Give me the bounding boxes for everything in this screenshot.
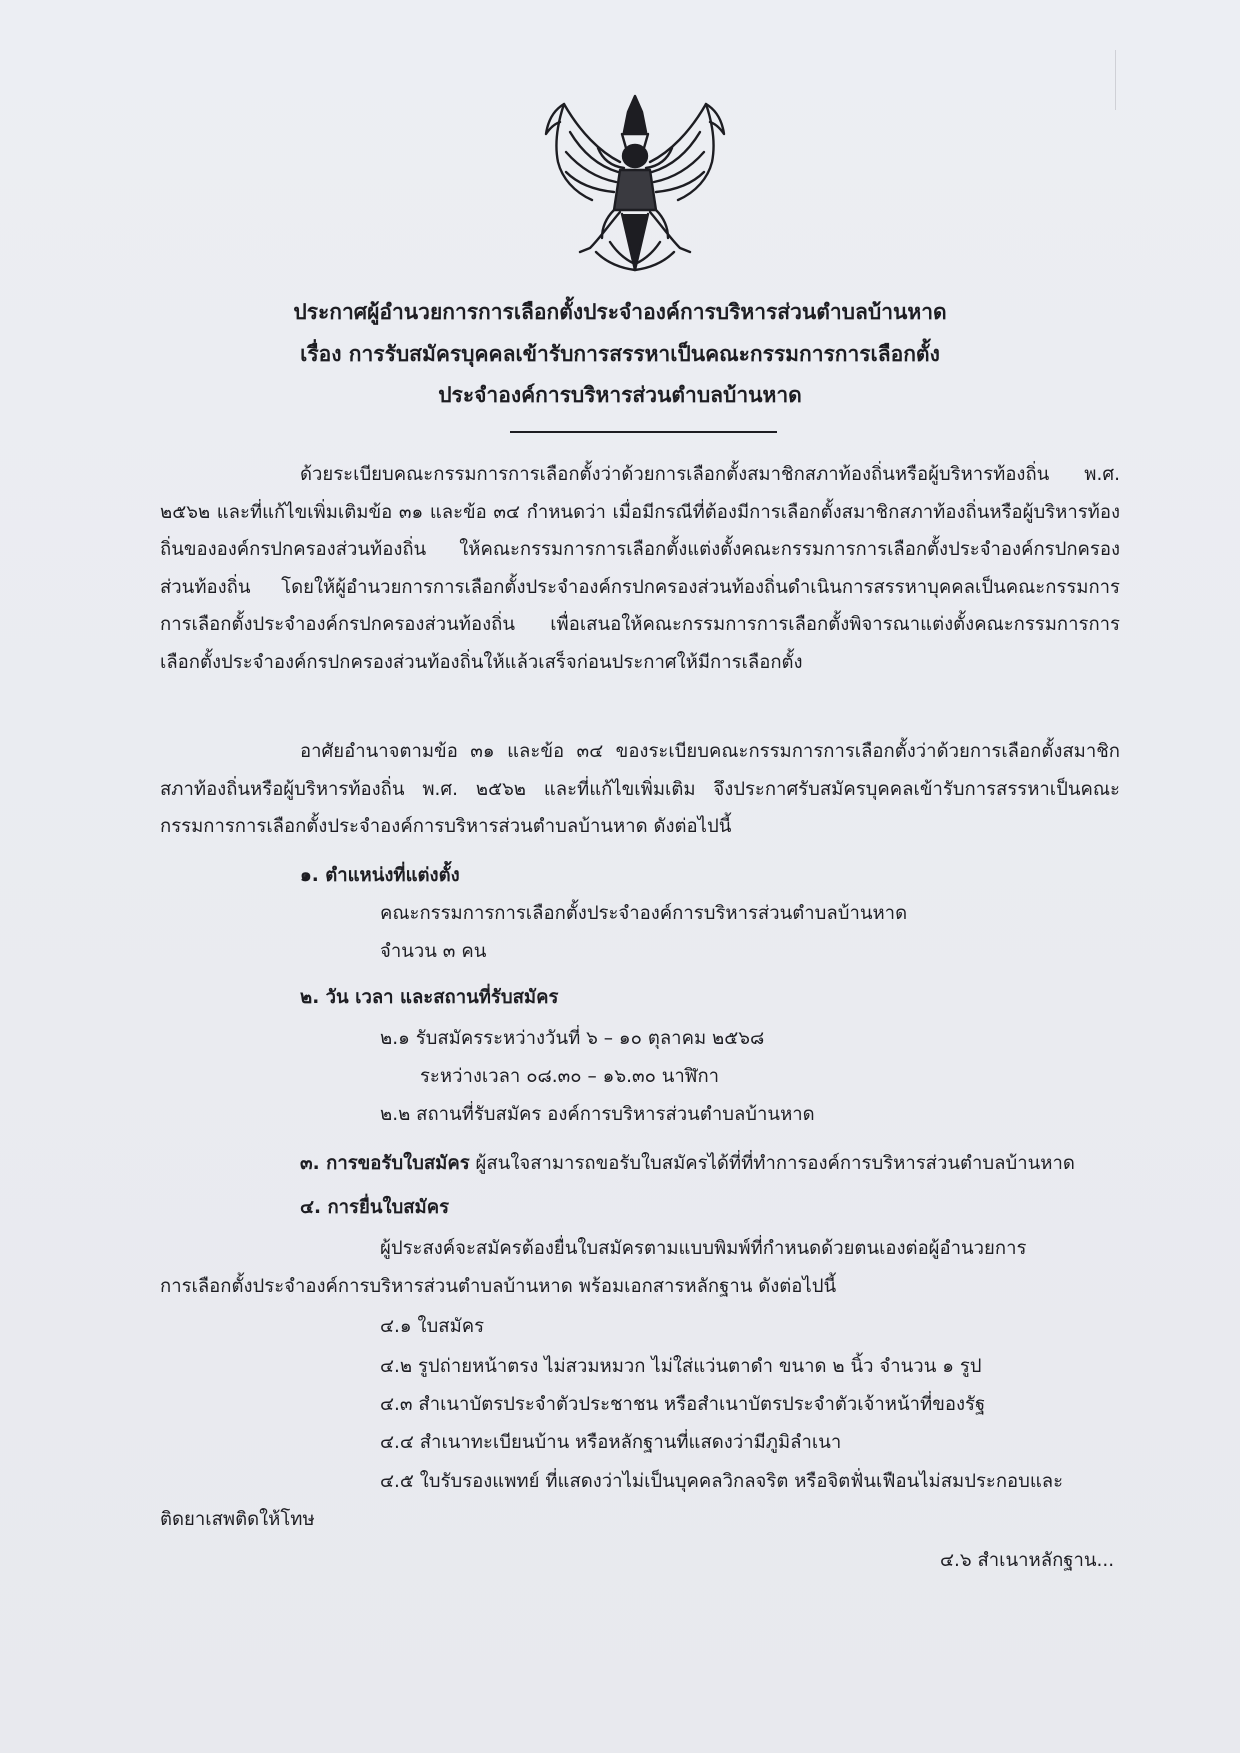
garuda-emblem-icon	[540, 92, 730, 274]
section-1-position: คณะกรรมการการเลือกตั้งประจำองค์การบริหารส่วนตำบลบ้านหาด	[380, 903, 908, 924]
section-1-heading: ๑. ตำแหน่งที่แต่งตั้ง	[300, 865, 460, 886]
section-4-intro-line-2: การเลือกตั้งประจำองค์การบริหารส่วนตำบลบ้านหาด พร้อมเอกสารหลักฐาน ดังต่อไปนี้	[160, 1276, 837, 1297]
announcement-subject-continued: ประจำองค์การบริหารส่วนตำบลบ้านหาด	[438, 383, 802, 407]
section-1-count: จำนวน ๓ คน	[380, 941, 487, 962]
section-4-item-3: ๔.๓ สำเนาบัตรประจำตัวประชาชน หรือสำเนาบัตรประจำตัวเจ้าหน้าที่ของรัฐ	[380, 1394, 986, 1415]
announcement-subject: เรื่อง การรับสมัครบุคคลเข้ารับการสรรหาเป็นคณะกรรมการการเลือกตั้ง	[300, 342, 940, 366]
paragraph-2	[160, 733, 1120, 846]
section-3-heading: ๓. การขอรับใบสมัคร	[300, 1153, 470, 1174]
section-2-item-1-time: ระหว่างเวลา ๐๘.๓๐ – ๑๖.๓๐ นาฬิกา	[420, 1066, 720, 1087]
scan-mark	[1115, 50, 1116, 110]
paragraph-1-text: ด้วยระเบียบคณะกรรมการการเลือกตั้งว่าด้วยการเลือกตั้งสมาชิกสภาท้องถิ่นหรือผู้บริหารท้องถิ่น พ.ศ. ๒๕๖๒ และที่แก้ไขเพิ่มเติมข้อ ๓๑ และข้อ ๓๔ กำหนดว่า เมื่อมีกรณีที่ต้องมีการเลือกตั้งสมาชิกสภาท้องถิ่นหรือผู้บริหารท้องถิ่นขององค์กรปกครองส่วนท้องถิ่น ให้คณะกรรมการการเลือกตั้งแต่งตั้งคณะกรรมการการเลือกตั้งประจำองค์กรปกครองส่วนท้องถิ่น โดยให้ผู้อำนวยการการเลือกตั้งประจำองค์กรปกครองส่วนท้องถิ่นดำเนินการสรรหาบุคคลเป็นคณะกรรมการการเลือกตั้งประจำองค์กรปกครองส่วนท้องถิ่น เพื่อเสนอให้คณะกรรมการการเลือกตั้งพิจารณาแต่งตั้งคณะกรรมการการเลือกตั้งประจำองค์กรปกครองส่วนท้องถิ่นให้แล้วเสร็จก่อนประกาศให้มีการเลือกตั้ง	[160, 464, 1120, 673]
title-divider	[510, 431, 777, 433]
paragraph-1	[160, 456, 1120, 681]
section-3	[300, 1147, 1075, 1181]
section-3-text: ผู้สนใจสามารถขอรับใบสมัครได้ที่ที่ทำการองค์การบริหารส่วนตำบลบ้านหาด	[469, 1153, 1075, 1174]
paragraph-2-text: อาศัยอำนาจตามข้อ ๓๑ และข้อ ๓๔ ของระเบียบคณะกรรมการการเลือกตั้งว่าด้วยการเลือกตั้งสมาชิกสภาท้องถิ่นหรือผู้บริหารท้องถิ่น พ.ศ. ๒๕๖๒ และที่แก้ไขเพิ่มเติม จึงประกาศรับสมัครบุคคลเข้ารับการสรรหาเป็นคณะกรรมการการเลือกตั้งประจำองค์การบริหารส่วนตำบลบ้านหาด ดังต่อไปนี้	[160, 741, 1120, 837]
section-2-heading: ๒. วัน เวลา และสถานที่รับสมัคร	[300, 987, 559, 1008]
section-2-item-1: ๒.๑ รับสมัครระหว่างวันที่ ๖ – ๑๐ ตุลาคม ๒๕๖๘	[380, 1028, 765, 1049]
section-4-item-1: ๔.๑ ใบสมัคร	[380, 1316, 485, 1337]
section-4-intro-line-1: ผู้ประสงค์จะสมัครต้องยื่นใบสมัครตามแบบพิมพ์ที่กำหนดด้วยตนเองต่อผู้อำนวยการ	[380, 1238, 1027, 1259]
section-4-item-5-continuation: ติดยาเสพติดให้โทษ	[160, 1509, 315, 1530]
section-2-item-2: ๒.๒ สถานที่รับสมัคร องค์การบริหารส่วนตำบลบ้านหาด	[380, 1104, 815, 1125]
section-4-heading: ๔. การยื่นใบสมัคร	[300, 1197, 450, 1218]
section-4-item-2: ๔.๒ รูปถ่ายหน้าตรง ไม่สวมหมวก ไม่ใส่แว่นตาดำ ขนาด ๒ นิ้ว จำนวน ๑ รูป	[380, 1356, 982, 1377]
announcement-title: ประกาศผู้อำนวยการการเลือกตั้งประจำองค์การบริหารส่วนตำบลบ้านหาด	[293, 300, 947, 324]
section-4-item-4: ๔.๔ สำเนาทะเบียนบ้าน หรือหลักฐานที่แสดงว่ามีภูมิลำเนา	[380, 1432, 842, 1453]
continuation-note: ๔.๖ สำเนาหลักฐาน...	[940, 1550, 1115, 1571]
section-4-item-5: ๔.๕ ใบรับรองแพทย์ ที่แสดงว่าไม่เป็นบุคคลวิกลจริต หรือจิตฟั่นเฟือนไม่สมประกอบและ	[380, 1471, 1064, 1492]
